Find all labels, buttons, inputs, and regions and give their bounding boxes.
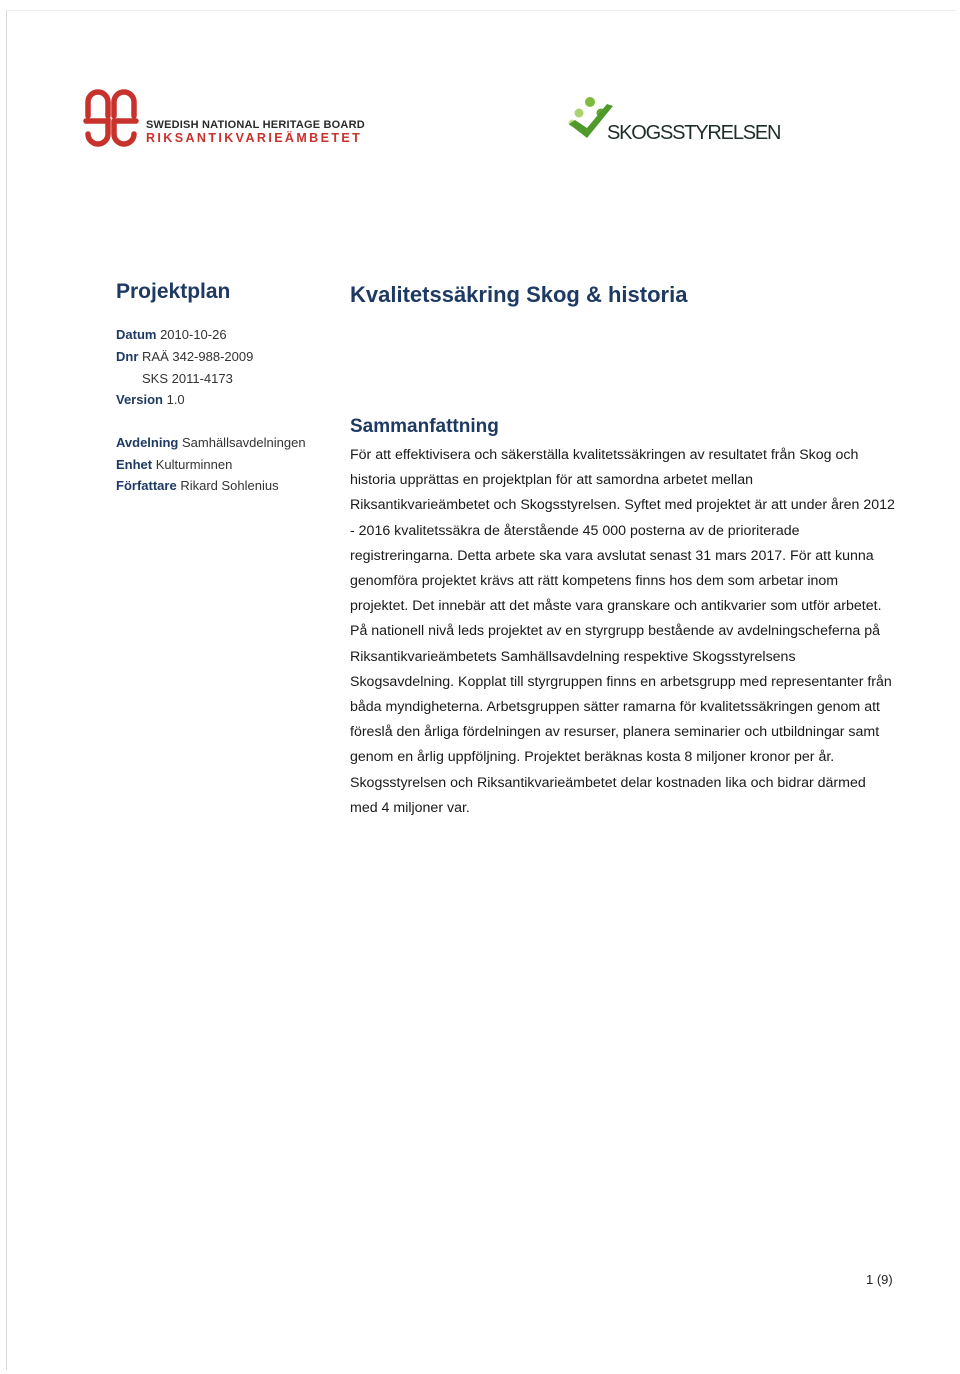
meta-enhet-value: Kulturminnen <box>155 457 233 472</box>
meta-dnr-label: Dnr <box>116 349 139 364</box>
document-title: Kvalitetssäkring Skog & historia <box>350 282 688 307</box>
raa-logo-text <box>146 119 365 145</box>
meta-version-value: 1.0 <box>166 392 185 407</box>
meta-enhet <box>116 457 232 473</box>
meta-datum <box>116 327 227 343</box>
meta-avdelning <box>116 435 306 451</box>
meta-forfattare <box>116 478 279 494</box>
meta-forfattare-label: Författare <box>116 478 177 493</box>
meta-dnr-value-2: SKS 2011-4173 <box>142 371 233 386</box>
skogsstyrelsen-name: SKOGSSTYRELSEN <box>607 122 781 144</box>
meta-version <box>116 392 185 408</box>
summary-heading: Sammanfattning <box>350 416 499 437</box>
meta-avdelning-value: Samhällsavdelningen <box>181 435 306 450</box>
meta-forfattare-value: Rikard Sohlenius <box>180 478 279 493</box>
meta-dnr <box>116 349 253 365</box>
raa-name-english: SWEDISH NATIONAL HERITAGE BOARD <box>146 119 365 131</box>
raa-name-swedish: RIKSANTIKVARIEÄMBETET <box>146 131 363 145</box>
page-edge-top <box>6 10 956 11</box>
meta-datum-value: 2010-10-26 <box>160 327 227 342</box>
raa-logo-icon <box>82 88 140 148</box>
meta-dnr-value-1: RAÄ 342-988-2009 <box>142 349 254 364</box>
document-type: Projektplan <box>116 280 231 303</box>
meta-version-label: Version <box>116 392 163 407</box>
meta-avdelning-label: Avdelning <box>116 435 179 450</box>
meta-enhet-label: Enhet <box>116 457 153 472</box>
page-number: 1 (9) <box>866 1272 893 1287</box>
meta-datum-label: Datum <box>116 327 157 342</box>
meta-dnr-2 <box>142 371 233 387</box>
summary-body: För att effektivisera och säkerställa kvalitetssäkringen av resultatet från Skog och historia upprättas en projektplan för att samordna arbetet mellan Riksantikvarieämbetet och Skogsstyrelsen. Syftet med projektet är att under åren 2012 - 2016 kvalitetssäkra de återstående 45 000 posterna av de prioriterade registreringarna. Detta arbete ska vara avslutat senast 31 mars 2017. För att kunna genomföra projektet krävs att rätt kompetens finns hos dem som arbetar inom projektet. Det innebär att det måste vara granskare och antikvarier som utför arbetet. På nationell nivå leds projektet av en styrgrupp bestående av avdelningscheferna på Riksantikvarieämbetets Samhällsavdelning respektive Skogsstyrelsens Skogsavdelning. Kopplat till styrgruppen finns en arbetsgrupp med representanter från båda myndigheterna. Arbetsgruppen sätter ramarna för kvalitetssäkringen genom att föreslå den årliga fördelningen av resurser, planera seminarier och utbildningar samt genom en årlig uppföljning. Projektet beräknas kosta 8 miljoner kronor per år. Skogsstyrelsen och Riksantikvarieämbetet delar kostnaden lika och bidrar därmed med 4 miljoner var. <box>350 447 895 816</box>
page-edge <box>6 10 7 1370</box>
